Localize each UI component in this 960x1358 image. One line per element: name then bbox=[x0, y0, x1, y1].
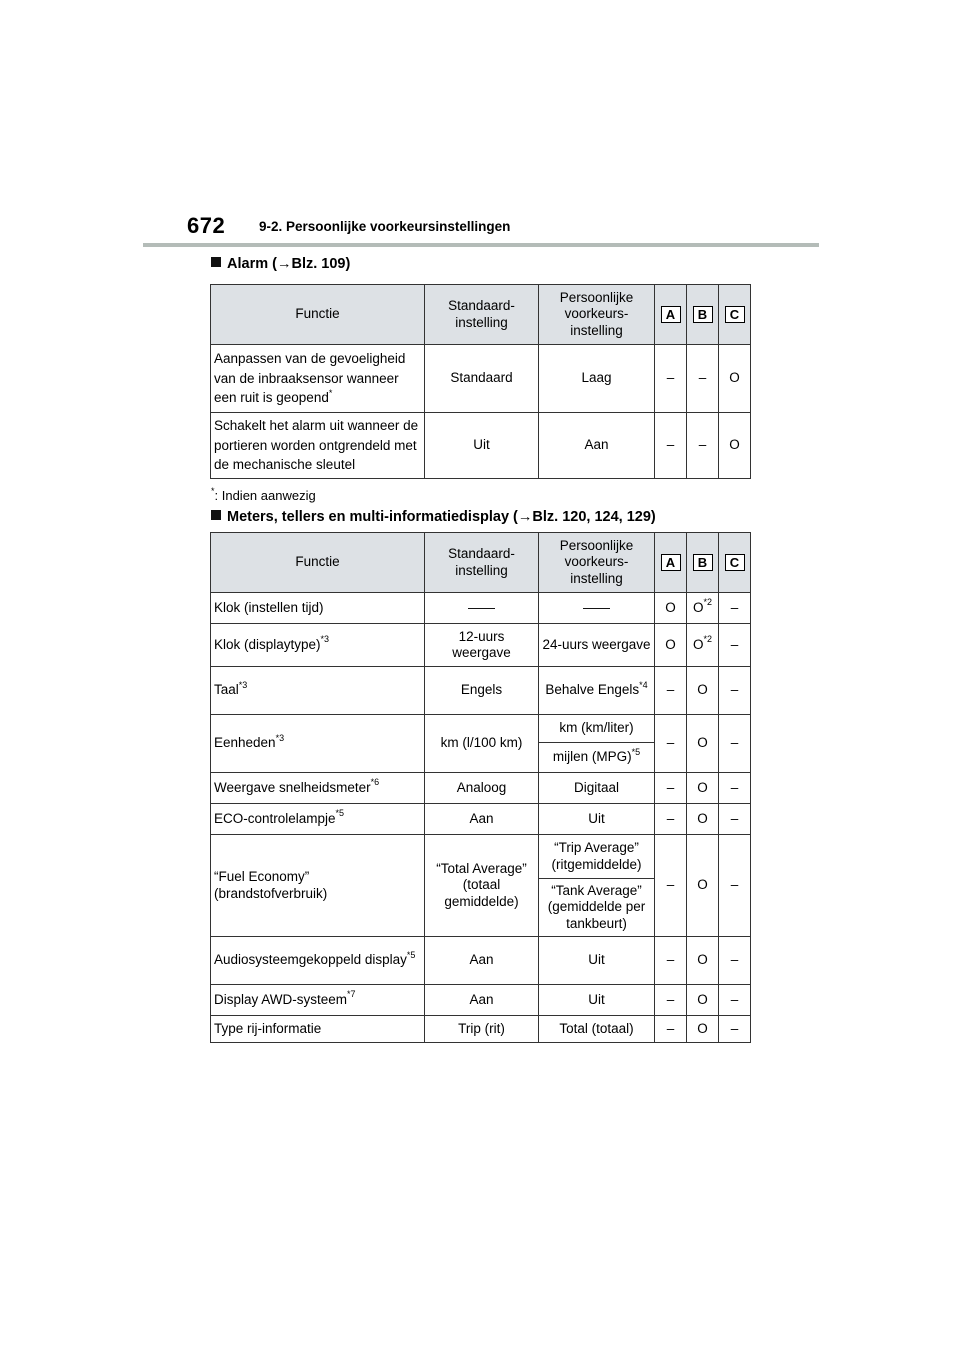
row-custom: —— bbox=[539, 593, 655, 624]
section-title-alarm: Alarm (→Blz. 109) bbox=[211, 256, 350, 272]
row-custom: Laag bbox=[539, 345, 655, 413]
row-b: O bbox=[687, 715, 719, 773]
row-a: – bbox=[655, 715, 687, 773]
row-a: O bbox=[655, 624, 687, 667]
row-b: – bbox=[687, 345, 719, 413]
alarm-table bbox=[210, 284, 751, 479]
row-custom: Uit bbox=[539, 804, 655, 835]
row-custom: 24-uurs weergave bbox=[539, 624, 655, 667]
row-b: – bbox=[687, 413, 719, 479]
section-title-meters: Meters, tellers en multi-informatiedisplay (→Blz. 120, 124, 129) bbox=[211, 509, 656, 525]
row-default: —— bbox=[425, 593, 539, 624]
row-c: – bbox=[719, 985, 751, 1016]
row-default: Trip (rit) bbox=[425, 1016, 539, 1043]
row-a: – bbox=[655, 1016, 687, 1043]
row-function: Taal$^{*3}$ bbox=[211, 667, 425, 715]
row-default: Engels bbox=[425, 667, 539, 715]
row-default: 12-uurs weergave bbox=[425, 624, 539, 667]
row-function: Weergave snelheidsmeter$^{*6}$ bbox=[211, 773, 425, 804]
row-c: – bbox=[719, 593, 751, 624]
row-c: – bbox=[719, 937, 751, 985]
row-c: – bbox=[719, 1016, 751, 1043]
row-b: O bbox=[687, 1016, 719, 1043]
row-function: ECO-controlelampje$^{*5}$ bbox=[211, 804, 425, 835]
row-custom: Digitaal bbox=[539, 773, 655, 804]
column-header-custom: Persoonlijke voorkeurs- instelling bbox=[539, 533, 655, 593]
row-b: $O^{*2}$ bbox=[687, 593, 719, 624]
row-b: O bbox=[687, 835, 719, 937]
column-header-function: Functie bbox=[211, 533, 425, 593]
table-row bbox=[211, 345, 751, 413]
row-a: O bbox=[655, 593, 687, 624]
column-header-c: C bbox=[719, 285, 751, 345]
page-number: 672 bbox=[187, 213, 226, 238]
column-header-default: Standaard- instelling bbox=[425, 285, 539, 345]
row-default: Aan bbox=[425, 804, 539, 835]
column-header-a: A bbox=[655, 285, 687, 345]
row-b: O bbox=[687, 985, 719, 1016]
row-a: – bbox=[655, 985, 687, 1016]
row-default: Standaard bbox=[425, 345, 539, 413]
column-header-b: B bbox=[687, 533, 719, 593]
meters-table bbox=[210, 532, 751, 1043]
table-header-row bbox=[211, 285, 751, 345]
row-b: O bbox=[687, 773, 719, 804]
column-header-a: A bbox=[655, 533, 687, 593]
row-a: – bbox=[655, 773, 687, 804]
arrow-icon: → bbox=[276, 256, 292, 272]
row-default: “Total Average” (totaal gemiddelde) bbox=[425, 835, 539, 937]
table-row bbox=[211, 773, 751, 804]
row-default: Uit bbox=[425, 413, 539, 479]
row-function: “Fuel Economy” (brandstofverbruik) bbox=[211, 835, 425, 937]
row-function: Aanpassen van de gevoeligheid van de inbraaksensor wanneer een ruit is geopend* bbox=[211, 345, 425, 413]
footnote: *: Indien aanwezig bbox=[211, 485, 316, 503]
column-header-b: B bbox=[687, 285, 719, 345]
row-a: – bbox=[655, 345, 687, 413]
row-a: – bbox=[655, 413, 687, 479]
table-row bbox=[211, 804, 751, 835]
table-row bbox=[211, 937, 751, 985]
table-row bbox=[211, 667, 751, 715]
column-header-function: Functie bbox=[211, 285, 425, 345]
row-function: Display AWD-systeem$^{*7}$ bbox=[211, 985, 425, 1016]
row-custom-option-1: “Trip Average” (ritgemiddelde) bbox=[539, 835, 655, 879]
header-rule bbox=[143, 243, 819, 247]
row-custom: Uit bbox=[539, 985, 655, 1016]
row-a: – bbox=[655, 835, 687, 937]
row-function: Schakelt het alarm uit wanneer de portieren worden ontgrendeld met de mechanische sleutel bbox=[211, 413, 425, 479]
table-row bbox=[211, 715, 751, 743]
row-c: O bbox=[719, 413, 751, 479]
row-c: – bbox=[719, 624, 751, 667]
row-c: – bbox=[719, 773, 751, 804]
column-header-custom: Persoonlijke voorkeurs- instelling bbox=[539, 285, 655, 345]
row-custom: Aan bbox=[539, 413, 655, 479]
row-default: Aan bbox=[425, 985, 539, 1016]
table-row bbox=[211, 1016, 751, 1043]
row-a: – bbox=[655, 667, 687, 715]
row-function: Klok (displaytype)$^{*3}$ bbox=[211, 624, 425, 667]
table-header-row bbox=[211, 533, 751, 593]
row-b: O bbox=[687, 937, 719, 985]
table-row bbox=[211, 835, 751, 879]
chapter-title: 9-2. Persoonlijke voorkeursinstellingen bbox=[259, 219, 511, 234]
row-custom-option-2: “Tank Average” (gemiddelde per tankbeurt) bbox=[539, 879, 655, 937]
column-header-default: Standaard- instelling bbox=[425, 533, 539, 593]
row-function: Audiosysteemgekoppeld display$^{*5}$ bbox=[211, 937, 425, 985]
row-c: – bbox=[719, 835, 751, 937]
row-a: – bbox=[655, 937, 687, 985]
row-default: Analoog bbox=[425, 773, 539, 804]
square-bullet-icon bbox=[211, 510, 221, 520]
row-function: Klok (instellen tijd) bbox=[211, 593, 425, 624]
row-default: Aan bbox=[425, 937, 539, 985]
row-custom: Uit bbox=[539, 937, 655, 985]
table-row bbox=[211, 593, 751, 624]
row-b: $O^{*2}$ bbox=[687, 624, 719, 667]
row-b: O bbox=[687, 804, 719, 835]
row-custom: Total (totaal) bbox=[539, 1016, 655, 1043]
row-function: Type rij-informatie bbox=[211, 1016, 425, 1043]
arrow-icon: → bbox=[517, 509, 533, 525]
row-b: O bbox=[687, 667, 719, 715]
row-custom-option-1: km (km/liter) bbox=[539, 715, 655, 743]
row-custom-option-2: mijlen (MPG)$^{*5}$ bbox=[539, 743, 655, 773]
table-row bbox=[211, 413, 751, 479]
table-row bbox=[211, 624, 751, 667]
row-c: – bbox=[719, 804, 751, 835]
row-function: Eenheden$^{*3}$ bbox=[211, 715, 425, 773]
row-default: km (l/100 km) bbox=[425, 715, 539, 773]
square-bullet-icon bbox=[211, 257, 221, 267]
column-header-c: C bbox=[719, 533, 751, 593]
row-a: – bbox=[655, 804, 687, 835]
row-custom: Behalve Engels$^{*4}$ bbox=[539, 667, 655, 715]
row-c: O bbox=[719, 345, 751, 413]
row-c: – bbox=[719, 715, 751, 773]
table-row bbox=[211, 985, 751, 1016]
row-c: – bbox=[719, 667, 751, 715]
